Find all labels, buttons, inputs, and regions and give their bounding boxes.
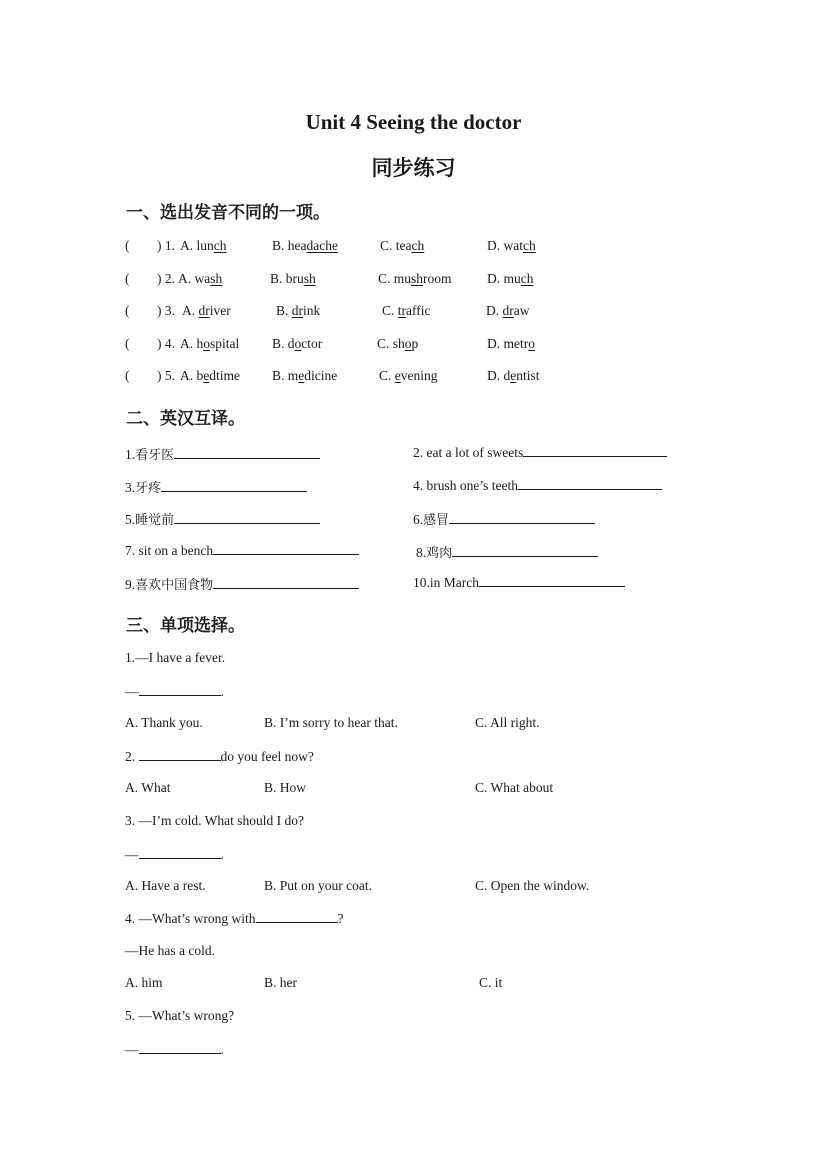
question-number: ) 4. — [157, 336, 175, 351]
page-subtitle: 同步练习 — [371, 156, 456, 180]
answer-blank[interactable] — [213, 576, 359, 589]
translation-item-6: 6.感冒 — [413, 509, 595, 528]
answer-bracket[interactable]: ( — [125, 368, 130, 383]
option-b[interactable]: B. medicine — [272, 368, 338, 383]
question-1-option-b[interactable]: B. I’m sorry to hear that. — [264, 715, 398, 730]
answer-blank[interactable] — [174, 511, 320, 524]
question-number: ) 5. — [157, 368, 175, 383]
option-c[interactable]: C. evening — [379, 368, 438, 383]
question-2-option-b[interactable]: B. How — [264, 780, 307, 795]
question-5-answer-line: — . — [125, 1042, 224, 1057]
translation-item-1: 1.看牙医 — [125, 444, 320, 463]
option-b[interactable]: B. drink — [276, 303, 321, 318]
translation-item-4: 4. brush one’s teeth — [413, 477, 662, 494]
section-3-heading: 三、单项选择。 — [126, 616, 245, 636]
question-3-option-b[interactable]: B. Put on your coat. — [264, 878, 372, 893]
answer-blank[interactable] — [479, 574, 625, 587]
question-3-answer-line: — . — [125, 847, 224, 862]
question-1-option-c[interactable]: C. All right. — [475, 715, 540, 730]
question-4-option-a[interactable]: A. him — [125, 975, 163, 990]
answer-blank[interactable] — [256, 910, 338, 923]
question-4-option-b[interactable]: B. her — [264, 975, 297, 990]
answer-blank[interactable] — [213, 542, 359, 555]
answer-blank[interactable] — [452, 544, 598, 557]
option-d[interactable]: D. much — [487, 271, 534, 286]
question-1-prompt: 1.—I have a fever. — [125, 650, 226, 665]
question-4-option-c[interactable]: C. it — [479, 975, 503, 990]
option-c[interactable]: C. shop — [377, 336, 419, 351]
answer-blank[interactable] — [139, 846, 221, 859]
translation-item-3: 3.牙疼 — [125, 477, 307, 496]
question-3-prompt: 3. —I’m cold. What should I do? — [125, 813, 304, 828]
question-1-option-a[interactable]: A. Thank you. — [125, 715, 203, 730]
option-d[interactable]: D. metro — [487, 336, 535, 351]
question-2-option-a[interactable]: A. What — [125, 780, 171, 795]
section-2-heading: 二、英汉互译。 — [126, 409, 245, 429]
option-a[interactable]: A. lunch — [180, 238, 227, 253]
answer-bracket[interactable]: ( — [125, 271, 130, 286]
answer-blank[interactable] — [161, 479, 307, 492]
option-c[interactable]: C. traffic — [382, 303, 431, 318]
answer-blank[interactable] — [139, 683, 221, 696]
answer-bracket[interactable]: ( — [125, 336, 130, 351]
question-number: ) 2. — [157, 271, 175, 286]
question-1-answer-line: — . — [125, 684, 224, 699]
translation-item-2: 2. eat a lot of sweets — [413, 444, 667, 461]
answer-blank[interactable] — [139, 748, 221, 761]
answer-blank[interactable] — [139, 1041, 221, 1054]
option-b[interactable]: B. brush — [270, 271, 316, 286]
answer-bracket[interactable]: ( — [125, 238, 130, 253]
option-a[interactable]: A. hospital — [180, 336, 240, 351]
translation-item-9: 9.喜欢中国食物 — [125, 574, 359, 593]
question-2-option-c[interactable]: C. What about — [475, 780, 554, 795]
translation-item-8: 8.鸡肉 — [416, 542, 598, 561]
option-c[interactable]: C. mushroom — [378, 271, 452, 286]
question-2-prompt: 2. do you feel now? — [125, 749, 314, 764]
answer-blank[interactable] — [449, 511, 595, 524]
option-c[interactable]: C. teach — [380, 238, 425, 253]
option-a[interactable]: A. wash — [178, 271, 223, 286]
option-d[interactable]: D. watch — [487, 238, 536, 253]
question-4-reply: —He has a cold. — [125, 943, 215, 958]
translation-item-5: 5.睡觉前 — [125, 509, 320, 528]
option-b[interactable]: B. headache — [272, 238, 338, 253]
question-5-prompt: 5. —What’s wrong? — [125, 1008, 235, 1023]
page-title: Unit 4 Seeing the doctor — [305, 110, 522, 134]
question-number: ) 3. — [157, 303, 175, 318]
option-a[interactable]: A. driver — [182, 303, 231, 318]
answer-blank[interactable] — [518, 477, 662, 490]
option-b[interactable]: B. doctor — [272, 336, 323, 351]
answer-blank[interactable] — [523, 444, 667, 457]
question-3-option-a[interactable]: A. Have a rest. — [125, 878, 206, 893]
answer-blank[interactable] — [174, 446, 320, 459]
option-a[interactable]: A. bedtime — [180, 368, 240, 383]
answer-bracket[interactable]: ( — [125, 303, 130, 318]
question-3-option-c[interactable]: C. Open the window. — [475, 878, 590, 893]
section-1-heading: 一、选出发音不同的一项。 — [126, 203, 330, 223]
question-4-prompt: 4. —What’s wrong with ? — [125, 911, 344, 926]
option-d[interactable]: D. draw — [486, 303, 530, 318]
translation-item-10: 10.in March — [413, 574, 625, 591]
option-d[interactable]: D. dentist — [487, 368, 540, 383]
question-number: ) 1. — [157, 238, 175, 253]
translation-item-7: 7. sit on a bench — [125, 542, 359, 559]
